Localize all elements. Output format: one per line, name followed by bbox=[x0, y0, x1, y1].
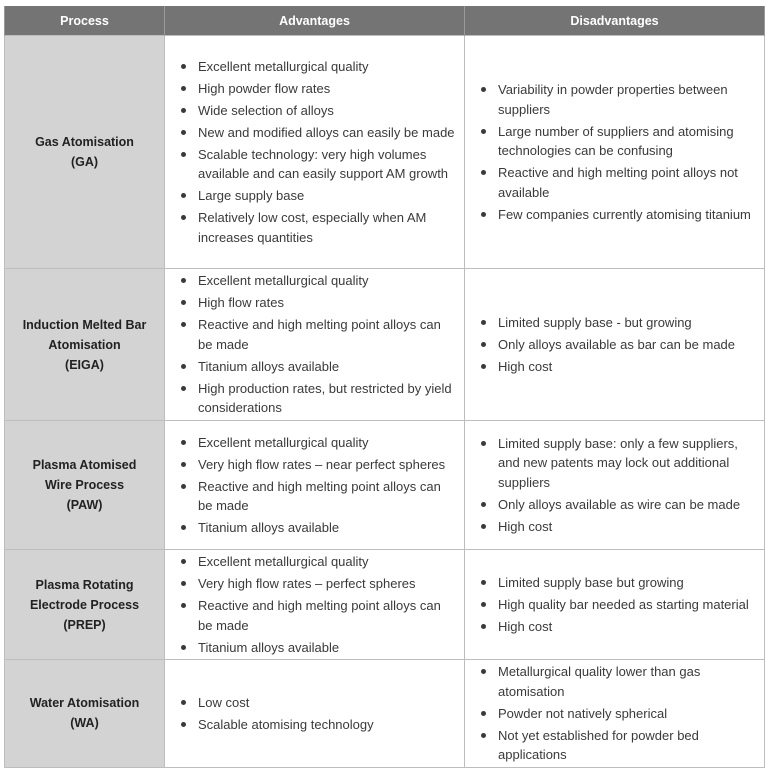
process-cell bbox=[5, 421, 165, 550]
advantages-list bbox=[165, 550, 464, 659]
table-row bbox=[5, 660, 765, 768]
advantages-cell bbox=[165, 550, 465, 660]
process-cell bbox=[5, 269, 165, 421]
process-cell bbox=[5, 550, 165, 660]
advantage-item: Titanium alloys available bbox=[179, 638, 458, 658]
advantage-item: Reactive and high melting point alloys can be made bbox=[179, 596, 458, 635]
table-row bbox=[5, 36, 765, 269]
process-cell bbox=[5, 660, 165, 768]
advantage-item: High flow rates bbox=[179, 293, 458, 313]
process-abbr: (GA) bbox=[70, 155, 99, 169]
advantages-list bbox=[165, 269, 464, 420]
advantage-item: New and modified alloys can easily be made bbox=[179, 123, 458, 143]
advantage-item: Reactive and high melting point alloys can be made bbox=[179, 477, 458, 516]
disadvantage-item: Powder not natively spherical bbox=[479, 704, 758, 724]
advantage-item: Low cost bbox=[179, 693, 458, 713]
advantages-cell bbox=[165, 660, 465, 768]
comparison-table-wrapper bbox=[4, 6, 764, 768]
advantage-item: Reactive and high melting point alloys can be made bbox=[179, 315, 458, 354]
table-row bbox=[5, 269, 765, 421]
advantages-cell bbox=[165, 269, 465, 421]
disadvantage-item: High cost bbox=[479, 617, 758, 637]
process-name-line: Gas Atomisation bbox=[35, 135, 134, 149]
disadvantages-list bbox=[465, 78, 764, 226]
advantage-item: High powder flow rates bbox=[179, 79, 458, 99]
advantage-item: Titanium alloys available bbox=[179, 357, 458, 377]
advantage-item: Relatively low cost, especially when AM increases quantities bbox=[179, 208, 458, 247]
advantages-list bbox=[165, 691, 464, 737]
header-disadvantages: Disadvantages bbox=[465, 6, 765, 36]
advantages-list bbox=[165, 55, 464, 250]
process-abbr: (PREP) bbox=[63, 617, 106, 632]
disadvantage-item: Limited supply base but growing bbox=[479, 573, 758, 593]
disadvantage-item: High cost bbox=[479, 357, 758, 377]
header-advantages: Advantages bbox=[165, 6, 465, 36]
disadvantage-item: Large number of suppliers and atomising technologies can be confusing bbox=[479, 122, 758, 161]
advantage-item: Titanium alloys available bbox=[179, 518, 458, 538]
disadvantage-item: Metallurgical quality lower than gas atomisation bbox=[479, 662, 758, 701]
table-row bbox=[5, 550, 765, 660]
disadvantage-item: Only alloys available as bar can be made bbox=[479, 335, 758, 355]
disadvantage-item: Limited supply base: only a few suppliers, and new patents may lock out additional suppliers bbox=[479, 434, 758, 493]
disadvantages-list bbox=[465, 660, 764, 767]
disadvantage-item: Reactive and high melting point alloys not available bbox=[479, 163, 758, 202]
header-process: Process bbox=[5, 6, 165, 36]
advantage-item: Excellent metallurgical quality bbox=[179, 271, 458, 291]
process-cell bbox=[5, 36, 165, 269]
advantages-list bbox=[165, 431, 464, 540]
advantage-item: Scalable technology: very high volumes available and can easily support AM growth bbox=[179, 145, 458, 184]
table-row bbox=[5, 421, 765, 550]
advantage-item: Scalable atomising technology bbox=[179, 715, 458, 735]
advantages-cell bbox=[165, 36, 465, 269]
header-row bbox=[5, 6, 765, 36]
disadvantage-item: Only alloys available as wire can be made bbox=[479, 495, 758, 515]
disadvantages-cell bbox=[465, 421, 765, 550]
disadvantages-list bbox=[465, 432, 764, 539]
process-name-line: Electrode Process bbox=[29, 597, 140, 612]
disadvantages-cell bbox=[465, 660, 765, 768]
disadvantage-item: Variability in powder properties between suppliers bbox=[479, 80, 758, 119]
process-name-line: Atomisation bbox=[48, 337, 121, 352]
advantage-item: Very high flow rates – perfect spheres bbox=[179, 574, 458, 594]
disadvantages-cell bbox=[465, 269, 765, 421]
process-name-line: Plasma Rotating bbox=[35, 577, 134, 592]
disadvantage-item: Not yet established for powder bed applications bbox=[479, 726, 758, 765]
atomisation-comparison-table bbox=[4, 6, 765, 768]
disadvantages-list bbox=[465, 311, 764, 379]
advantage-item: Excellent metallurgical quality bbox=[179, 57, 458, 77]
disadvantages-cell bbox=[465, 36, 765, 269]
disadvantages-cell bbox=[465, 550, 765, 660]
advantage-item: Excellent metallurgical quality bbox=[179, 552, 458, 572]
advantage-item: Large supply base bbox=[179, 186, 458, 206]
advantage-item: Excellent metallurgical quality bbox=[179, 433, 458, 453]
disadvantage-item: Few companies currently atomising titanium bbox=[479, 205, 758, 225]
advantages-cell bbox=[165, 421, 465, 550]
process-abbr: (WA) bbox=[70, 716, 99, 731]
disadvantages-list bbox=[465, 571, 764, 639]
process-name-line: Induction Melted Bar bbox=[22, 317, 147, 332]
advantage-item: Wide selection of alloys bbox=[179, 101, 458, 121]
disadvantage-item: High cost bbox=[479, 517, 758, 537]
process-abbr: (EIGA) bbox=[65, 357, 104, 372]
disadvantage-item: Limited supply base - but growing bbox=[479, 313, 758, 333]
process-name-line: Wire Process bbox=[44, 478, 125, 492]
process-name-line: Plasma Atomised bbox=[32, 458, 137, 472]
process-name-line: Water Atomisation bbox=[29, 696, 140, 711]
advantage-item: High production rates, but restricted by yield considerations bbox=[179, 379, 458, 418]
disadvantage-item: High quality bar needed as starting material bbox=[479, 595, 758, 615]
advantage-item: Very high flow rates – near perfect spheres bbox=[179, 455, 458, 475]
process-abbr: (PAW) bbox=[66, 498, 103, 512]
